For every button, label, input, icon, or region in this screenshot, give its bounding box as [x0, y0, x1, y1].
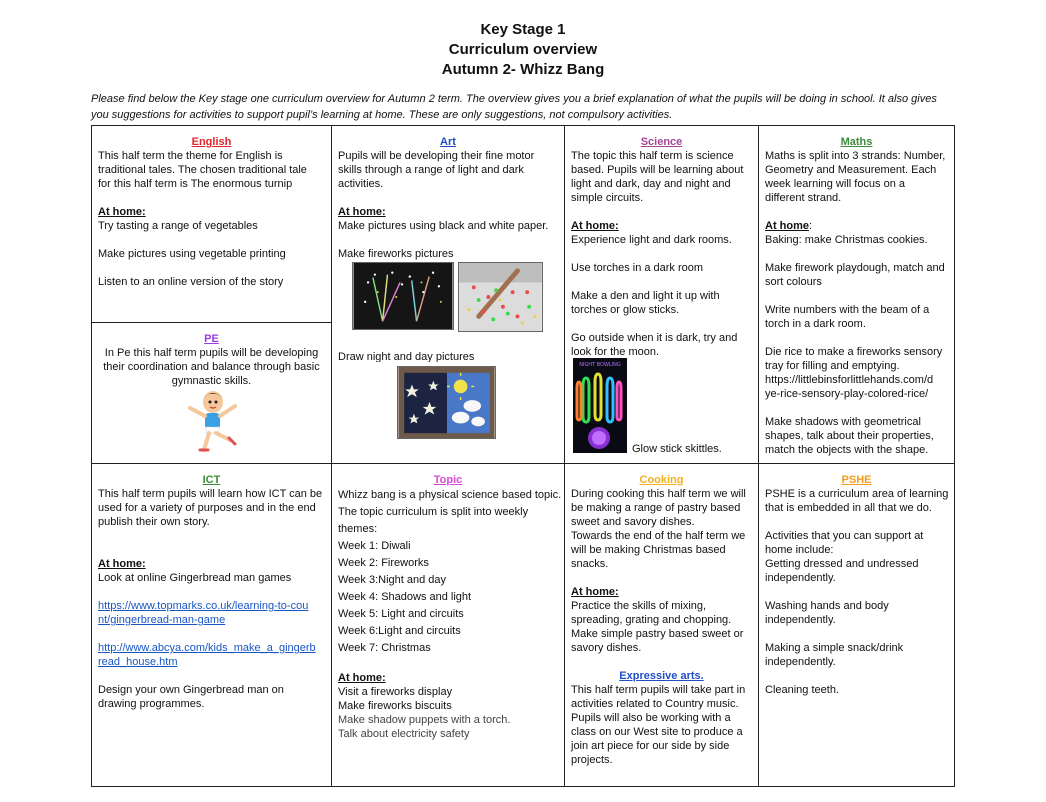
- science-at-home-label: At home:: [571, 220, 619, 232]
- science-activity: Make a den and light it up with: [571, 290, 720, 302]
- topic-activity: Make shadow puppets with a torch.: [338, 714, 511, 726]
- topic-activity: Visit a fireworks display: [338, 686, 453, 698]
- topic-at-home-label: At home:: [338, 672, 386, 684]
- abcya-gingerbread-link[interactable]: http://www.abcya.com/kids_make_a_gingerb: [98, 642, 316, 654]
- gymnast-cartoon-image: [180, 388, 242, 454]
- expressive-arts-text: join art piece for our side by side: [571, 740, 730, 752]
- english-activity: Listen to an online version of the story: [98, 276, 284, 288]
- maths-at-home-colon: :: [809, 220, 813, 232]
- maths-text: week learning will focus on a: [765, 178, 906, 190]
- pe-text: gymnastic skills.: [171, 375, 252, 387]
- doc-title-line3: Autumn 2- Whizz Bang: [441, 61, 605, 78]
- night-and-day-picture-image: [397, 366, 496, 439]
- art-activity: Make fireworks pictures: [338, 248, 454, 260]
- cooking-activity: spreading, grating and chopping.: [571, 614, 732, 626]
- topic-activity: Make fireworks biscuits: [338, 700, 452, 712]
- cooking-activity: Practice the skills of mixing,: [571, 600, 707, 612]
- science-caption: Glow stick skittles.: [632, 443, 722, 455]
- topic-week: Week 7: Christmas: [338, 642, 431, 654]
- topic-week: Week 6:Light and circuits: [338, 625, 461, 637]
- english-cell: [92, 126, 331, 322]
- english-text: traditional tales. The chosen traditional tale: [98, 164, 307, 176]
- cooking-text: be making a range of pastry based: [571, 502, 741, 514]
- maths-activity: Write numbers with the beam of a: [765, 304, 930, 316]
- maths-activity-url: ye-rice-sensory-play-colored-rice/: [765, 388, 929, 400]
- pshe-text: Getting dressed and undressed: [765, 558, 919, 570]
- art-text: skills through a range of light and dark: [338, 164, 524, 176]
- expressive-arts-text: class on our West site to produce a: [571, 726, 743, 738]
- art-activity: Draw night and day pictures: [338, 351, 475, 362]
- ict-cell: [92, 464, 331, 786]
- intro-line2: you suggestions for activities to support pupil’s learning at home. These are only suggestions, not compulsory activities.: [91, 109, 673, 121]
- art-heading: Art: [440, 136, 456, 148]
- english-activity: Make pictures using vegetable printing: [98, 248, 286, 260]
- maths-at-home-label: [765, 219, 948, 233]
- ict-heading: ICT: [202, 474, 221, 486]
- pshe-text: Activities that you can support at: [765, 530, 924, 542]
- maths-text: Maths is split into 3 strands: Number,: [765, 150, 946, 162]
- expressive-arts-text: This half term pupils will take part in: [571, 684, 746, 696]
- maths-activity: Make shadows with geometrical: [765, 416, 921, 428]
- ict-text: This half term pupils will learn how ICT can be: [98, 488, 323, 500]
- poster-text: NIGHT BOWLING: [579, 362, 621, 368]
- document-header: [0, 20, 1046, 80]
- cooking-text: During cooking this half term we will: [571, 488, 746, 500]
- glow-stick-skittles-image: [573, 358, 627, 453]
- pe-heading: PE: [204, 333, 219, 345]
- maths-cell: [759, 126, 954, 463]
- art-activity: Make pictures using black and white paper.: [338, 220, 549, 232]
- intro-paragraph: [91, 91, 961, 123]
- maths-activity: sort colours: [765, 276, 822, 288]
- science-text: The topic this half term is science: [571, 150, 734, 162]
- english-heading: English: [191, 136, 232, 148]
- maths-text: Geometry and Measurement. Each: [765, 164, 937, 176]
- english-activity: Try tasting a range of vegetables: [98, 220, 258, 232]
- topmarks-gingerbread-link[interactable]: nt/gingerbread-man-game: [98, 614, 226, 626]
- fireworks-picture-image: [352, 262, 454, 330]
- english-text: This half term the theme for English is: [98, 150, 283, 162]
- topic-heading: Topic: [433, 474, 463, 486]
- cooking-text: snacks.: [571, 558, 609, 570]
- science-text: based. Pupils will be learning about: [571, 164, 744, 176]
- table-border-bottom: [91, 786, 955, 787]
- topic-week: Week 1: Diwali: [338, 540, 411, 552]
- expressive-arts-text: Pupils will also be working with a: [571, 712, 731, 724]
- expressive-arts-heading: Expressive arts.: [619, 670, 704, 682]
- ict-text: used for a variety of purposes and in the end: [98, 502, 316, 514]
- art-text: activities.: [338, 178, 384, 190]
- english-at-home-label: At home:: [98, 206, 146, 218]
- maths-activity: shapes, talk about their properties,: [765, 430, 934, 442]
- science-text: light and dark, day and night and: [571, 178, 731, 190]
- science-activity: Go outside when it is dark, try and: [571, 332, 738, 344]
- expressive-arts-text: projects.: [571, 754, 613, 766]
- ict-activity: Design your own Gingerbread man on: [98, 684, 284, 696]
- maths-activity: Die rice to make a fireworks sensory: [765, 346, 943, 358]
- pshe-activity: independently.: [765, 656, 836, 668]
- ict-activity: drawing programmes.: [98, 698, 205, 710]
- pshe-text: PSHE is a curriculum area of learning: [765, 488, 949, 500]
- cooking-activity: Make simple pastry based sweet or: [571, 628, 744, 640]
- maths-heading: Maths: [840, 136, 873, 148]
- cooking-heading: Cooking: [639, 474, 684, 486]
- ict-at-home-label: At home:: [98, 558, 146, 570]
- doc-title-line1: Key Stage 1: [480, 21, 566, 38]
- glitter-fireworks-image: [458, 262, 543, 332]
- topic-text: themes:: [338, 523, 378, 535]
- science-activity: torches or glow sticks.: [571, 304, 680, 316]
- pe-text: their coordination and balance through basic: [103, 361, 320, 373]
- expressive-arts-text: activities related to Country music.: [571, 698, 739, 710]
- art-at-home-label: At home:: [338, 206, 386, 218]
- maths-activity: tray for filling and emptying.: [765, 360, 900, 372]
- pshe-text: independently.: [765, 572, 836, 584]
- science-text: simple circuits.: [571, 192, 644, 204]
- topic-text: Whizz bang is a physical science based topic.: [338, 489, 562, 501]
- abcya-gingerbread-link[interactable]: read_house.htm: [98, 656, 178, 668]
- pshe-text: home include:: [765, 544, 834, 556]
- science-activity: Experience light and dark rooms.: [571, 234, 732, 246]
- science-activity: Use torches in a dark room: [571, 262, 704, 274]
- maths-activity-url: https://littlebinsforlittlehands.com/d: [765, 374, 934, 386]
- pshe-activity: independently.: [765, 614, 836, 626]
- pshe-cell: [759, 464, 954, 786]
- maths-activity: Make firework playdough, match and: [765, 262, 945, 274]
- cooking-text: Towards the end of the half term we: [571, 530, 746, 542]
- english-text: for this half term is The enormous turnip: [98, 178, 293, 190]
- pshe-text: that is embedded in all that we do.: [765, 502, 932, 514]
- maths-activity: torch in a dark room.: [765, 318, 866, 330]
- topic-week: Week 5: Light and circuits: [338, 608, 464, 620]
- topic-week: Week 3:Night and day: [338, 574, 447, 586]
- science-heading: Science: [640, 136, 683, 148]
- ict-text: publish their own story.: [98, 516, 210, 528]
- pshe-activity: Washing hands and body: [765, 600, 889, 612]
- maths-activity: match the objects with the shape.: [765, 444, 929, 456]
- pshe-activity: Cleaning teeth.: [765, 684, 839, 696]
- cooking-activity: savory dishes.: [571, 642, 642, 654]
- topic-activity: Talk about electricity safety: [338, 728, 470, 740]
- topic-week: Week 2: Fireworks: [338, 557, 429, 569]
- topic-week: Week 4: Shadows and light: [338, 591, 472, 603]
- cooking-text: will be making Christmas based: [571, 544, 726, 556]
- science-activity: look for the moon.: [571, 346, 660, 358]
- topic-cell: [332, 464, 564, 786]
- maths-activity: Baking: make Christmas cookies.: [765, 234, 928, 246]
- maths-at-home-text: At home: [765, 220, 809, 232]
- cooking-text: sweet and savory dishes.: [571, 516, 695, 528]
- topic-text: The topic curriculum is split into weekly: [338, 506, 529, 518]
- ict-activity: Look at online Gingerbread man games: [98, 572, 292, 584]
- art-text: Pupils will be developing their fine motor: [338, 150, 535, 162]
- doc-title-line2: Curriculum overview: [448, 41, 598, 58]
- table-border-right: [954, 125, 955, 787]
- pshe-activity: Making a simple snack/drink: [765, 642, 904, 654]
- pshe-heading: PSHE: [841, 474, 872, 486]
- intro-line1: Please find below the Key stage one curriculum overview for Autumn 2 term. The overview gives you a brief explanation of what the pupils will be doing in school. It also gives: [91, 93, 937, 105]
- topmarks-gingerbread-link[interactable]: https://www.topmarks.co.uk/learning-to-cou: [98, 600, 309, 612]
- maths-text: different strand.: [765, 192, 842, 204]
- cooking-cell: [565, 464, 758, 786]
- pe-text: In Pe this half term pupils will be developing: [104, 347, 319, 359]
- cooking-at-home-label: At home:: [571, 586, 619, 598]
